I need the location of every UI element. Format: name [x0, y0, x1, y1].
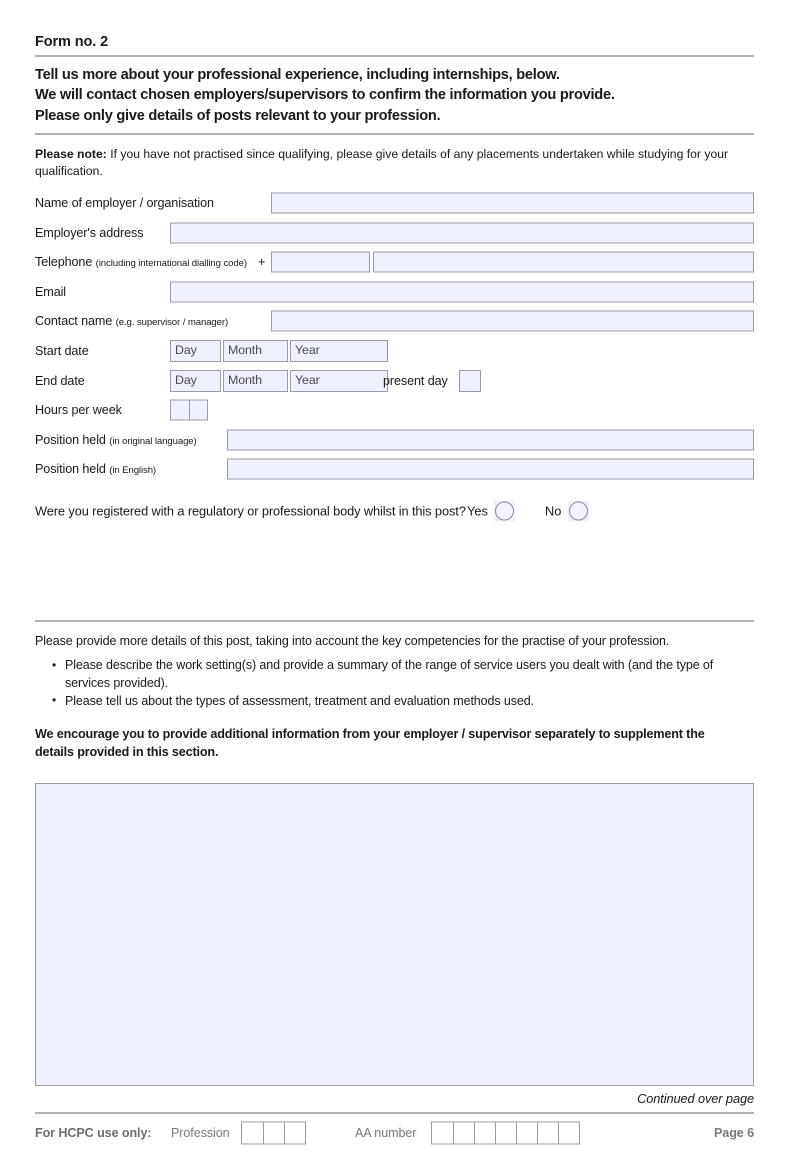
profession-boxes[interactable]	[241, 1122, 306, 1145]
details-intro: Please provide more details of this post, taking into account the key competencies for the practise of your profession.	[35, 634, 670, 649]
contact-name-sublabel: (e.g. supervisor / manager)	[115, 317, 229, 329]
please-note-label: Please note:	[35, 147, 107, 162]
end-date-year-placeholder: Year	[295, 372, 320, 387]
email-input[interactable]	[170, 281, 754, 302]
end-date-day-input[interactable]	[170, 370, 221, 392]
start-date-year-input[interactable]	[290, 340, 388, 362]
form-headline	[35, 57, 754, 133]
list-item: • Please tell us about the types of assessment, treatment and evaluation methods used.	[65, 693, 755, 710]
aa-number-box[interactable]	[537, 1123, 558, 1144]
position-english-label: Position held (in English)	[35, 462, 157, 477]
row-end-date	[35, 366, 754, 396]
registered-yes-radio[interactable]	[494, 501, 515, 522]
details-bullet-list	[35, 657, 754, 710]
row-position-original	[35, 425, 754, 455]
employer-address-input[interactable]	[170, 222, 754, 243]
start-date-year-placeholder: Year	[295, 342, 320, 357]
start-date-month-placeholder: Month	[228, 342, 262, 357]
aa-number-label: AA number	[355, 1126, 417, 1141]
hours-digit-2[interactable]	[189, 401, 207, 420]
profession-box[interactable]	[263, 1123, 284, 1144]
contact-name-label: Contact name (e.g. supervisor / manager)	[35, 314, 229, 329]
start-date-day-placeholder: Day	[175, 342, 197, 357]
hours-digit-1[interactable]	[171, 401, 189, 420]
headline-line-2: We will contact chosen employers/supervisors to confirm the information you provide.	[35, 87, 615, 104]
email-label: Email	[35, 284, 66, 299]
row-hours-per-week	[35, 395, 754, 425]
telephone-number-input[interactable]	[373, 252, 754, 273]
end-date-day-placeholder: Day	[175, 372, 197, 387]
registered-no-radio[interactable]	[568, 501, 589, 522]
aa-number-box[interactable]	[558, 1123, 579, 1144]
row-email	[35, 277, 754, 307]
present-day-checkbox[interactable]	[459, 370, 481, 392]
start-date-month-input[interactable]	[223, 340, 288, 362]
start-date-label: Start date	[35, 343, 89, 358]
headline-line-3: Please only give details of posts relevant to your profession.	[35, 107, 441, 124]
form-page	[35, 0, 754, 1141]
aa-number-box[interactable]	[432, 1123, 453, 1144]
row-telephone	[35, 247, 754, 277]
please-note	[35, 135, 747, 179]
contact-name-input[interactable]	[271, 311, 754, 332]
aa-number-box[interactable]	[474, 1123, 495, 1144]
end-date-label: End date	[35, 373, 85, 388]
employer-name-input[interactable]	[271, 193, 754, 214]
aa-number-box[interactable]	[495, 1123, 516, 1144]
profession-box[interactable]	[242, 1123, 263, 1144]
end-date-month-input[interactable]	[223, 370, 288, 392]
registered-no-label: No	[545, 503, 562, 519]
position-english-input[interactable]	[227, 459, 754, 480]
end-date-month-placeholder: Month	[228, 372, 262, 387]
row-employer-address	[35, 218, 754, 248]
row-contact-name	[35, 307, 754, 337]
position-original-sublabel: (in original language)	[109, 435, 197, 447]
profession-box[interactable]	[284, 1123, 305, 1144]
row-employer-name	[35, 188, 754, 218]
continued-over-page: Continued over page	[637, 1091, 754, 1107]
list-item: • Please describe the work setting(s) and provide a summary of the range of service users you dealt with (and the type of services provided).	[65, 657, 755, 692]
employer-address-label: Employer's address	[35, 225, 144, 240]
row-registered-question	[35, 494, 754, 528]
form-number: Form no. 2	[35, 34, 109, 50]
hours-per-week-label: Hours per week	[35, 403, 122, 418]
hcpc-use-only-label: For HCPC use only:	[35, 1126, 152, 1141]
employer-name-label: Name of employer / organisation	[35, 196, 214, 211]
aa-number-box[interactable]	[453, 1123, 474, 1144]
radio-circle-icon	[495, 502, 514, 521]
aa-number-box[interactable]	[516, 1123, 537, 1144]
position-english-sublabel: (in English)	[109, 465, 157, 477]
telephone-sublabel: (including international dialling code)	[95, 258, 247, 270]
headline-line-1: Tell us more about your professional experience, including internships, below.	[35, 67, 560, 83]
form-fields	[35, 188, 754, 528]
registered-question-text: Were you registered with a regulatory or professional body whilst in this post?	[35, 503, 466, 519]
details-encourage-text: We encourage you to provide additional information from your employer / supervisor separately to supplement the details provided in this section.	[35, 727, 705, 759]
please-note-text: If you have not practised since qualifying, please give details of any placements undertaken while studying for your qualification.	[35, 147, 729, 178]
profession-label: Profession	[171, 1126, 230, 1141]
page-number: Page 6	[713, 1126, 754, 1141]
radio-circle-icon	[569, 502, 588, 521]
details-textarea[interactable]	[35, 783, 754, 1086]
start-date-day-input[interactable]	[170, 340, 221, 362]
telephone-country-code-input[interactable]	[271, 252, 370, 273]
row-position-english	[35, 455, 754, 485]
telephone-plus-sign: +	[258, 255, 266, 270]
position-original-input[interactable]	[227, 429, 754, 450]
telephone-label: Telephone (including international dialling code)	[35, 255, 247, 270]
registered-yes-label: Yes	[467, 503, 488, 519]
position-original-label: Position held (in original language)	[35, 432, 197, 447]
row-start-date	[35, 336, 754, 366]
present-day-label: present day	[383, 373, 448, 388]
hours-per-week-input[interactable]	[170, 400, 208, 421]
aa-number-boxes[interactable]	[431, 1122, 580, 1145]
end-date-year-input[interactable]	[290, 370, 388, 392]
